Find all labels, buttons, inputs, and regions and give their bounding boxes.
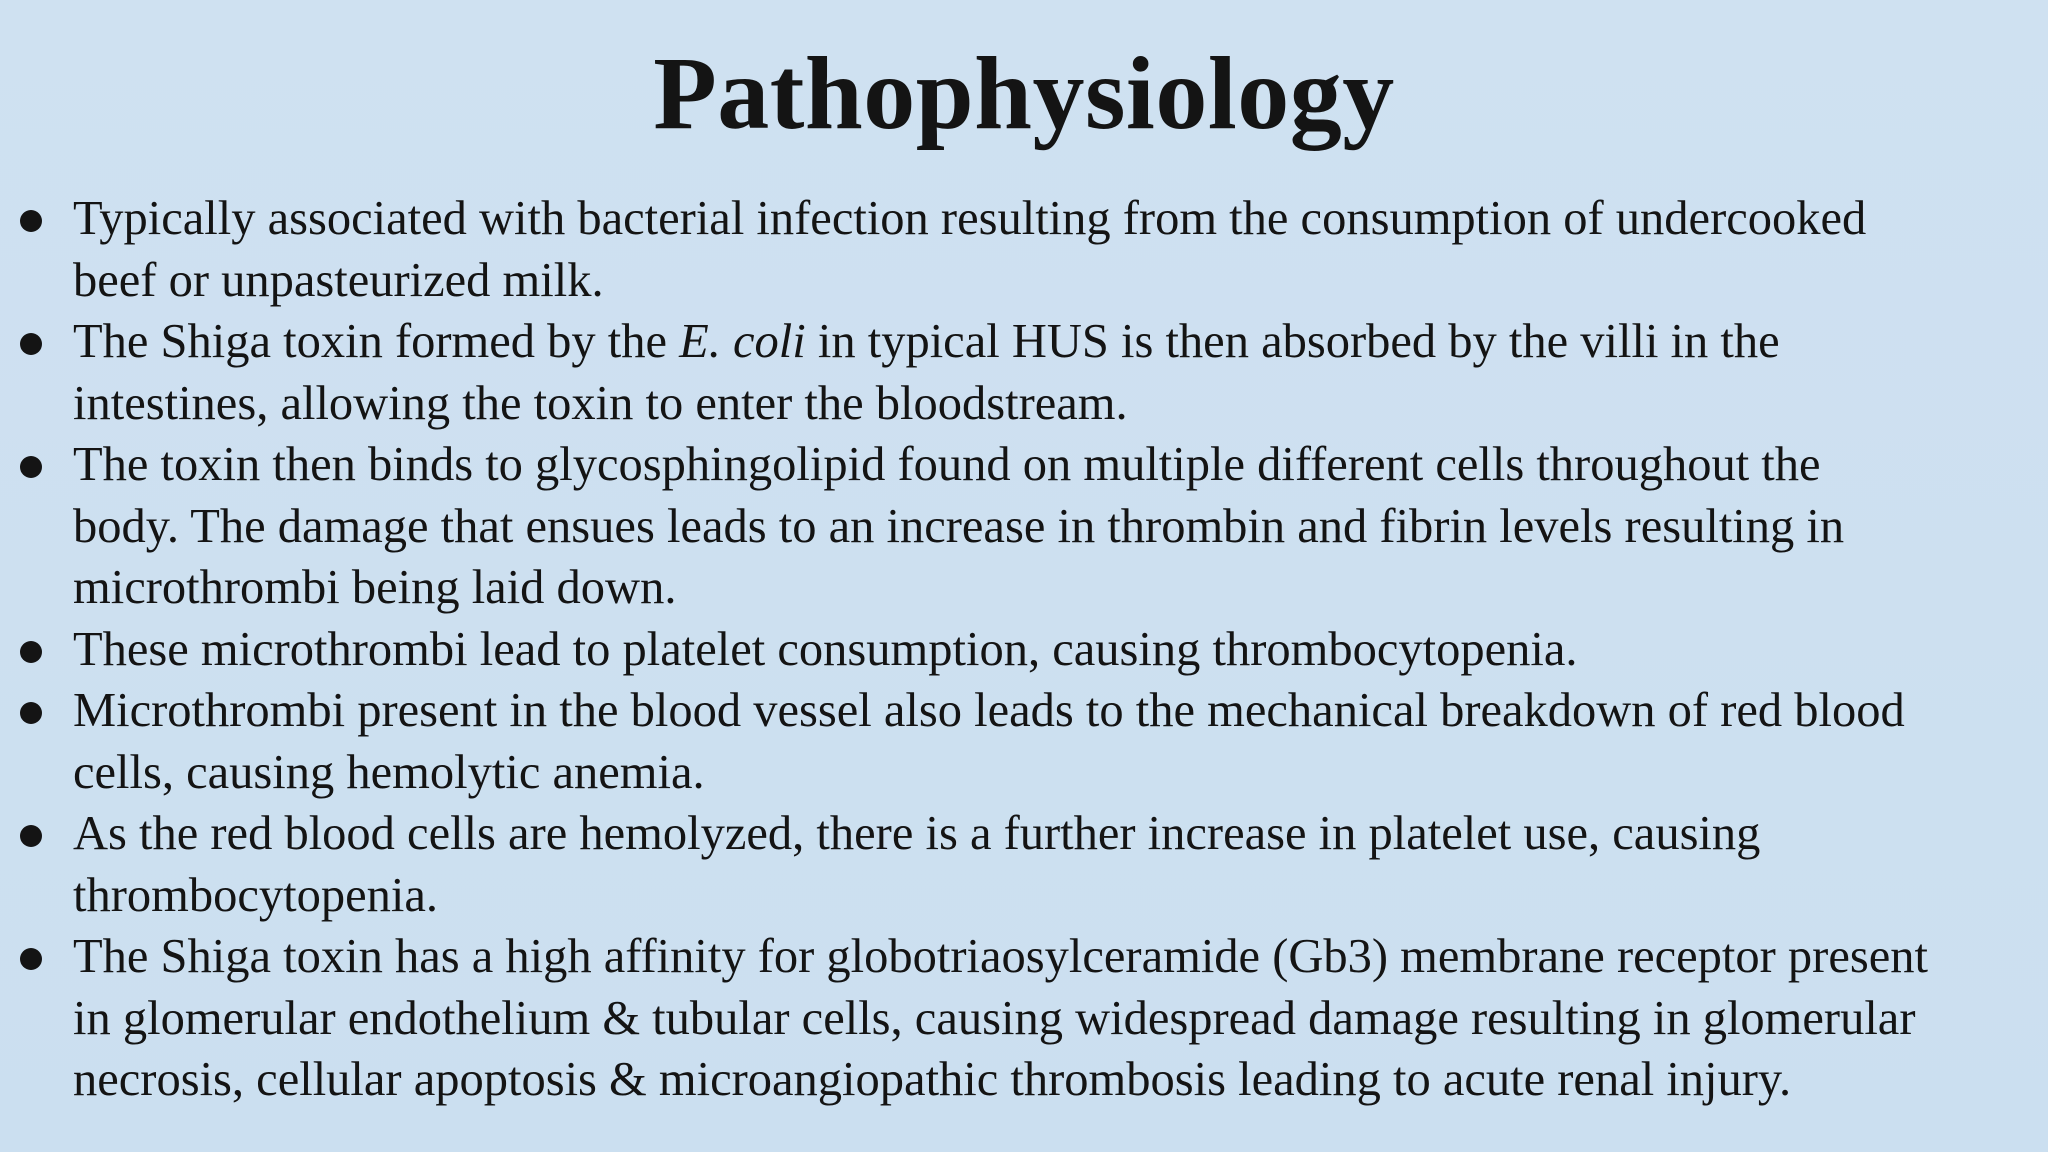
bullet-7-line-2: in glomerular endothelium & tubular cells, causing widespread damage resulting in glomerular [73,991,1916,1045]
bullet-7-line-3: necrosis, cellular apoptosis & microangiopathic thrombosis leading to acute renal injury. [73,1053,1792,1106]
bullet-2-line-1 [73,311,2028,373]
bullet-3-line-3: microthrombi being laid down. [73,561,677,614]
bullet-3-line-2: body. The damage that ensues leads to an increase in thrombin and fibrin levels resulting in [73,499,1845,553]
bullet-2-text-before: The Shiga toxin formed by the [73,315,680,368]
bullet-6-line-1: As the red blood cells are hemolyzed, there is a further increase in platelet use, causing [73,807,1761,860]
bullet-item-5 [0,680,2048,803]
bullet-point-icon [20,456,42,478]
slide-title: Pathophysiology [653,36,1395,151]
bullet-item-4 [0,619,2048,681]
bullet-point-icon [20,948,42,970]
bullet-2-line-2: intestines, allowing the toxin to enter the bloodstream. [73,376,1128,430]
bullet-point-icon [20,333,42,355]
bullet-point-icon [20,641,42,663]
bullet-3-line-1: The toxin then binds to glycosphingolipid found on multiple different cells throughout the [73,438,1821,491]
bullet-point-icon [20,210,42,232]
bullet-5-line-1: Microthrombi present in the blood vessel also leads to the mechanical breakdown of red blood [73,684,1905,737]
bullet-item-7 [0,926,2048,1111]
bullet-list [0,188,2048,1111]
bullet-5-line-2: cells, causing hemolytic anemia. [73,745,705,799]
bullet-4-line-1: These microthrombi lead to platelet consumption, causing thrombocytopenia. [73,622,1578,676]
bullet-item-2 [0,311,2048,434]
bullet-point-icon [20,702,42,724]
bullet-2-text-after: in typical HUS is then absorbed by the villi in the [805,315,1780,368]
bullet-item-6 [0,803,2048,926]
bullet-point-icon [20,825,42,847]
bullet-6-line-2: thrombocytopenia. [73,868,439,922]
bullet-item-3 [0,434,2048,619]
bullet-2-italic-organism: E. coli [679,315,806,368]
bullet-1-line-2: beef or unpasteurized milk. [73,253,604,307]
bullet-7-line-1: The Shiga toxin has a high affinity for globotriaosylceramide (Gb3) membrane receptor present [73,930,1928,983]
bullet-item-1 [0,188,2048,311]
bullet-1-line-1: Typically associated with bacterial infection resulting from the consumption of undercooked [73,192,1867,245]
